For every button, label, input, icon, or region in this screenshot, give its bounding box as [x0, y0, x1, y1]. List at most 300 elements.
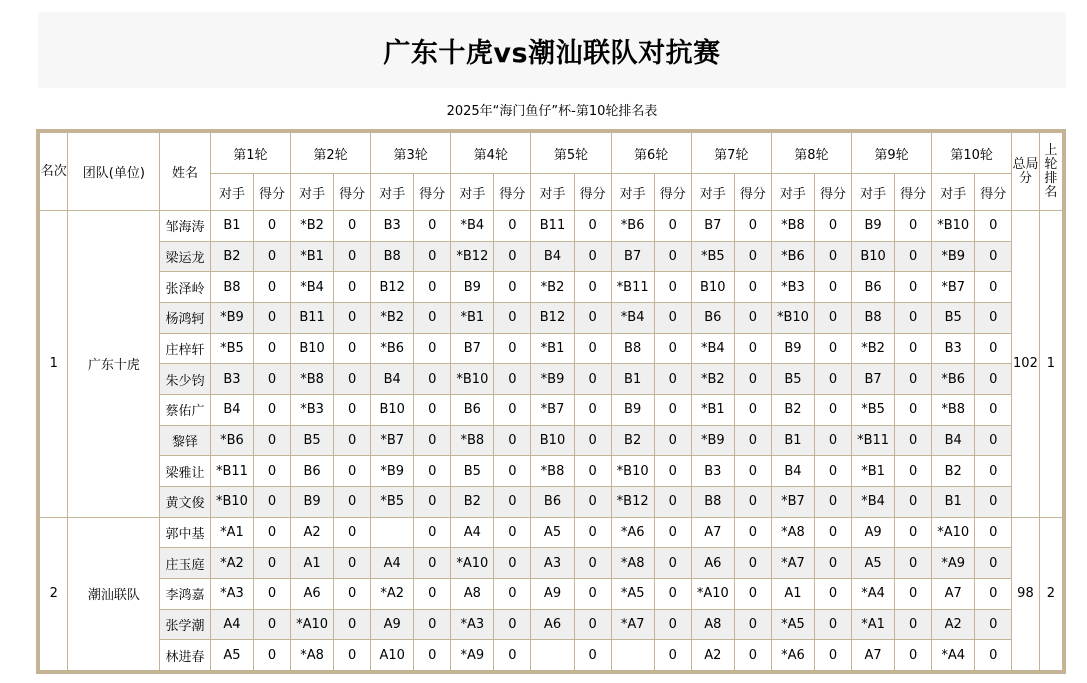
opponent-cell: A5: [210, 640, 253, 671]
score-cell: 0: [654, 486, 691, 517]
score-cell: 0: [414, 456, 451, 487]
score-cell: 0: [654, 548, 691, 579]
header-score: 得分: [494, 174, 531, 211]
header-score: 得分: [895, 174, 932, 211]
opponent-cell: *A7: [771, 548, 814, 579]
opponent-cell: B10: [290, 333, 333, 364]
header-opponent: 对手: [851, 174, 894, 211]
opponent-cell: B8: [611, 333, 654, 364]
opponent-cell: *B7: [531, 394, 574, 425]
player-name-cell: 张学潮: [160, 609, 211, 640]
page-title: 广东十虎vs潮汕联队对抗赛: [383, 38, 721, 69]
score-cell: 0: [574, 302, 611, 333]
score-cell: 0: [574, 211, 611, 242]
opponent-cell: *B5: [691, 241, 734, 272]
score-cell: 0: [975, 241, 1012, 272]
opponent-cell: A2: [932, 609, 975, 640]
score-cell: 0: [494, 609, 531, 640]
player-name-cell: 蔡佑广: [160, 394, 211, 425]
score-cell: 0: [654, 609, 691, 640]
opponent-cell: *A8: [290, 640, 333, 671]
opponent-cell: B1: [771, 425, 814, 456]
opponent-cell: *A8: [611, 548, 654, 579]
opponent-cell: B7: [691, 211, 734, 242]
score-cell: 0: [895, 302, 932, 333]
score-cell: 0: [414, 578, 451, 609]
opponent-cell: B5: [932, 302, 975, 333]
score-cell: 0: [334, 302, 371, 333]
opponent-cell: A3: [531, 548, 574, 579]
header-round: 第5轮: [531, 133, 611, 174]
opponent-cell: *B7: [771, 486, 814, 517]
table-row: [40, 609, 1063, 640]
opponent-cell: *B9: [691, 425, 734, 456]
opponent-cell: *B10: [611, 456, 654, 487]
opponent-cell: B3: [932, 333, 975, 364]
opponent-cell: B1: [932, 486, 975, 517]
score-cell: 0: [895, 333, 932, 364]
score-cell: 0: [895, 548, 932, 579]
score-cell: 0: [334, 456, 371, 487]
table-body: [40, 211, 1063, 671]
opponent-cell: B6: [290, 456, 333, 487]
opponent-cell: *A6: [611, 517, 654, 548]
score-cell: 0: [574, 578, 611, 609]
opponent-cell: B9: [451, 272, 494, 303]
opponent-cell: *B2: [531, 272, 574, 303]
opponent-cell: B10: [851, 241, 894, 272]
opponent-cell: A8: [451, 578, 494, 609]
header-score: 得分: [254, 174, 291, 211]
header-team: 团队(单位): [68, 133, 160, 211]
opponent-cell: *A1: [851, 609, 894, 640]
score-cell: 0: [334, 394, 371, 425]
opponent-cell: [371, 517, 414, 548]
header-opponent: 对手: [771, 174, 814, 211]
header-round: 第9轮: [851, 133, 931, 174]
score-cell: 0: [895, 456, 932, 487]
opponent-cell: B9: [851, 211, 894, 242]
opponent-cell: B9: [611, 394, 654, 425]
score-cell: 0: [574, 456, 611, 487]
team-total-cell: 102: [1012, 211, 1039, 518]
opponent-cell: A2: [290, 517, 333, 548]
table-row: [40, 486, 1063, 517]
opponent-cell: B5: [290, 425, 333, 456]
opponent-cell: *B9: [371, 456, 414, 487]
score-cell: 0: [734, 211, 771, 242]
score-cell: 0: [734, 456, 771, 487]
opponent-cell: *B4: [611, 302, 654, 333]
team-name-cell: 潮汕联队: [68, 517, 160, 670]
header-opponent: 对手: [611, 174, 654, 211]
opponent-cell: *B7: [932, 272, 975, 303]
opponent-cell: *B8: [290, 364, 333, 395]
header-name: 姓名: [160, 133, 211, 211]
opponent-cell: A7: [932, 578, 975, 609]
opponent-cell: *B7: [371, 425, 414, 456]
team-total-cell: 98: [1012, 517, 1039, 670]
score-cell: 0: [734, 486, 771, 517]
opponent-cell: *B11: [210, 456, 253, 487]
opponent-cell: *B3: [771, 272, 814, 303]
score-cell: 0: [494, 241, 531, 272]
score-cell: 0: [975, 333, 1012, 364]
score-cell: 0: [654, 241, 691, 272]
score-cell: 0: [654, 302, 691, 333]
score-cell: 0: [734, 425, 771, 456]
opponent-cell: *B9: [932, 241, 975, 272]
opponent-cell: *B6: [932, 364, 975, 395]
team-name-cell: 广东十虎: [68, 211, 160, 518]
opponent-cell: *B8: [531, 456, 574, 487]
score-cell: 0: [494, 333, 531, 364]
table-row: [40, 640, 1063, 671]
opponent-cell: *B9: [531, 364, 574, 395]
table-row: [40, 548, 1063, 579]
score-cell: 0: [815, 548, 852, 579]
score-cell: 0: [414, 640, 451, 671]
opponent-cell: B2: [611, 425, 654, 456]
opponent-cell: *B6: [771, 241, 814, 272]
title-banner: [38, 12, 1066, 88]
opponent-cell: *B8: [932, 394, 975, 425]
opponent-cell: B4: [771, 456, 814, 487]
score-cell: 0: [334, 272, 371, 303]
header-rank: 名次: [40, 133, 68, 211]
score-cell: 0: [414, 211, 451, 242]
header-score: 得分: [734, 174, 771, 211]
score-cell: 0: [975, 640, 1012, 671]
opponent-cell: *B8: [451, 425, 494, 456]
score-cell: 0: [975, 578, 1012, 609]
score-cell: 0: [975, 425, 1012, 456]
header-round: 第4轮: [451, 133, 531, 174]
score-cell: 0: [254, 609, 291, 640]
opponent-cell: B1: [210, 211, 253, 242]
score-cell: 0: [734, 272, 771, 303]
opponent-cell: *B2: [371, 302, 414, 333]
opponent-cell: A9: [371, 609, 414, 640]
score-cell: 0: [975, 548, 1012, 579]
opponent-cell: *A5: [611, 578, 654, 609]
score-cell: 0: [975, 517, 1012, 548]
score-cell: 0: [815, 241, 852, 272]
score-cell: 0: [254, 394, 291, 425]
score-cell: 0: [734, 241, 771, 272]
opponent-cell: B9: [771, 333, 814, 364]
score-cell: 0: [654, 211, 691, 242]
header-opponent: 对手: [210, 174, 253, 211]
score-cell: 0: [254, 272, 291, 303]
score-cell: 0: [895, 425, 932, 456]
opponent-cell: B2: [210, 241, 253, 272]
score-cell: 0: [494, 302, 531, 333]
opponent-cell: A10: [371, 640, 414, 671]
score-cell: 0: [734, 578, 771, 609]
player-name-cell: 杨鸿轲: [160, 302, 211, 333]
score-cell: 0: [895, 517, 932, 548]
score-cell: 0: [254, 517, 291, 548]
score-cell: 0: [975, 456, 1012, 487]
header-opponent: 对手: [451, 174, 494, 211]
opponent-cell: B10: [691, 272, 734, 303]
header-prev-rank: 上轮排名: [1039, 133, 1062, 211]
score-cell: 0: [815, 211, 852, 242]
score-cell: 0: [734, 609, 771, 640]
opponent-cell: A8: [691, 609, 734, 640]
ranking-table: [39, 132, 1063, 671]
score-cell: 0: [494, 456, 531, 487]
score-cell: 0: [734, 333, 771, 364]
opponent-cell: B8: [371, 241, 414, 272]
score-cell: 0: [574, 486, 611, 517]
table-row: [40, 364, 1063, 395]
opponent-cell: *B6: [210, 425, 253, 456]
score-cell: 0: [254, 456, 291, 487]
opponent-cell: B5: [771, 364, 814, 395]
team-prev-rank-cell: 1: [1039, 211, 1062, 518]
opponent-cell: B7: [851, 364, 894, 395]
opponent-cell: B2: [932, 456, 975, 487]
score-cell: 0: [494, 486, 531, 517]
score-cell: 0: [975, 272, 1012, 303]
score-cell: 0: [734, 364, 771, 395]
score-cell: 0: [654, 333, 691, 364]
score-cell: 0: [574, 241, 611, 272]
player-name-cell: 郭中基: [160, 517, 211, 548]
score-cell: 0: [254, 640, 291, 671]
score-cell: 0: [414, 272, 451, 303]
score-cell: 0: [654, 456, 691, 487]
score-cell: 0: [494, 364, 531, 395]
table-row: [40, 302, 1063, 333]
score-cell: 0: [334, 578, 371, 609]
header-round: 第1轮: [210, 133, 290, 174]
opponent-cell: A7: [691, 517, 734, 548]
table-row: [40, 425, 1063, 456]
opponent-cell: A4: [451, 517, 494, 548]
opponent-cell: A9: [531, 578, 574, 609]
opponent-cell: *B5: [371, 486, 414, 517]
score-cell: 0: [895, 272, 932, 303]
header-opponent: 对手: [531, 174, 574, 211]
opponent-cell: B6: [451, 394, 494, 425]
score-cell: 0: [654, 394, 691, 425]
opponent-cell: *A2: [371, 578, 414, 609]
header-round: 第8轮: [771, 133, 851, 174]
opponent-cell: [531, 640, 574, 671]
score-cell: 0: [815, 364, 852, 395]
player-name-cell: 梁雅让: [160, 456, 211, 487]
opponent-cell: B7: [451, 333, 494, 364]
score-cell: 0: [254, 364, 291, 395]
opponent-cell: B3: [210, 364, 253, 395]
score-cell: 0: [975, 364, 1012, 395]
score-cell: 0: [734, 640, 771, 671]
opponent-cell: *B5: [851, 394, 894, 425]
opponent-cell: B12: [371, 272, 414, 303]
score-cell: 0: [414, 609, 451, 640]
opponent-cell: B8: [851, 302, 894, 333]
ranking-table-container: [36, 129, 1066, 674]
score-cell: 0: [254, 333, 291, 364]
score-cell: 0: [654, 517, 691, 548]
player-name-cell: 邹海涛: [160, 211, 211, 242]
score-cell: 0: [895, 578, 932, 609]
header-score: 得分: [334, 174, 371, 211]
score-cell: 0: [414, 425, 451, 456]
opponent-cell: *A7: [611, 609, 654, 640]
opponent-cell: B4: [371, 364, 414, 395]
score-cell: 0: [975, 211, 1012, 242]
header-opponent: 对手: [691, 174, 734, 211]
opponent-cell: *B3: [290, 394, 333, 425]
opponent-cell: B2: [771, 394, 814, 425]
table-row: [40, 272, 1063, 303]
opponent-cell: *B12: [611, 486, 654, 517]
opponent-cell: B4: [531, 241, 574, 272]
opponent-cell: A1: [771, 578, 814, 609]
score-cell: 0: [895, 640, 932, 671]
score-cell: 0: [734, 302, 771, 333]
header-score: 得分: [815, 174, 852, 211]
score-cell: 0: [494, 578, 531, 609]
opponent-cell: *A4: [851, 578, 894, 609]
score-cell: 0: [334, 486, 371, 517]
score-cell: 0: [334, 640, 371, 671]
player-name-cell: 张泽岭: [160, 272, 211, 303]
score-cell: 0: [975, 302, 1012, 333]
opponent-cell: *B6: [371, 333, 414, 364]
score-cell: 0: [895, 394, 932, 425]
table-row: [40, 333, 1063, 364]
opponent-cell: *A9: [451, 640, 494, 671]
opponent-cell: A1: [290, 548, 333, 579]
score-cell: 0: [334, 517, 371, 548]
score-cell: 0: [815, 456, 852, 487]
score-cell: 0: [654, 272, 691, 303]
opponent-cell: *A8: [771, 517, 814, 548]
opponent-cell: A6: [290, 578, 333, 609]
score-cell: 0: [815, 578, 852, 609]
opponent-cell: *B8: [771, 211, 814, 242]
opponent-cell: *A1: [210, 517, 253, 548]
opponent-cell: *B1: [851, 456, 894, 487]
player-name-cell: 黎铎: [160, 425, 211, 456]
score-cell: 0: [254, 211, 291, 242]
opponent-cell: B10: [531, 425, 574, 456]
team-rank-cell: 2: [40, 517, 68, 670]
header-score: 得分: [654, 174, 691, 211]
score-cell: 0: [574, 364, 611, 395]
table-row: [40, 578, 1063, 609]
opponent-cell: *B5: [210, 333, 253, 364]
opponent-cell: B3: [691, 456, 734, 487]
opponent-cell: A6: [691, 548, 734, 579]
opponent-cell: *B2: [851, 333, 894, 364]
table-row: [40, 456, 1063, 487]
player-name-cell: 庄玉庭: [160, 548, 211, 579]
opponent-cell: *B10: [771, 302, 814, 333]
score-cell: 0: [414, 394, 451, 425]
opponent-cell: *A9: [932, 548, 975, 579]
score-cell: 0: [494, 211, 531, 242]
opponent-cell: A5: [851, 548, 894, 579]
header-round: 第7轮: [691, 133, 771, 174]
opponent-cell: *B1: [531, 333, 574, 364]
header-opponent: 对手: [932, 174, 975, 211]
score-cell: 0: [334, 241, 371, 272]
opponent-cell: A5: [531, 517, 574, 548]
header-score: 得分: [414, 174, 451, 211]
opponent-cell: *A3: [210, 578, 253, 609]
score-cell: 0: [574, 425, 611, 456]
score-cell: 0: [654, 364, 691, 395]
opponent-cell: A4: [210, 609, 253, 640]
score-cell: 0: [975, 394, 1012, 425]
score-cell: 0: [254, 548, 291, 579]
score-cell: 0: [574, 394, 611, 425]
score-cell: 0: [574, 609, 611, 640]
score-cell: 0: [654, 425, 691, 456]
score-cell: 0: [574, 517, 611, 548]
score-cell: 0: [494, 548, 531, 579]
score-cell: 0: [574, 272, 611, 303]
header-score: 得分: [574, 174, 611, 211]
opponent-cell: A9: [851, 517, 894, 548]
opponent-cell: B8: [210, 272, 253, 303]
opponent-cell: *A2: [210, 548, 253, 579]
opponent-cell: *B1: [451, 302, 494, 333]
table-header: [40, 133, 1063, 211]
opponent-cell: *A10: [691, 578, 734, 609]
table-row: [40, 517, 1063, 548]
page-subtitle: 2025年“海门鱼仔”杯-第10轮排名表: [446, 104, 658, 119]
opponent-cell: *B12: [451, 241, 494, 272]
opponent-cell: B4: [932, 425, 975, 456]
opponent-cell: *B11: [851, 425, 894, 456]
score-cell: 0: [254, 302, 291, 333]
opponent-cell: *B2: [691, 364, 734, 395]
score-cell: 0: [494, 425, 531, 456]
player-name-cell: 梁运龙: [160, 241, 211, 272]
score-cell: 0: [815, 517, 852, 548]
opponent-cell: A6: [531, 609, 574, 640]
opponent-cell: *B1: [691, 394, 734, 425]
score-cell: 0: [494, 272, 531, 303]
player-name-cell: 李鸿嘉: [160, 578, 211, 609]
opponent-cell: *B11: [611, 272, 654, 303]
opponent-cell: *B10: [932, 211, 975, 242]
opponent-cell: *B4: [691, 333, 734, 364]
header-total: 总局分: [1012, 133, 1039, 211]
score-cell: 0: [654, 640, 691, 671]
score-cell: 0: [815, 609, 852, 640]
score-cell: 0: [895, 364, 932, 395]
opponent-cell: *A6: [771, 640, 814, 671]
opponent-cell: *B9: [210, 302, 253, 333]
score-cell: 0: [414, 364, 451, 395]
score-cell: 0: [815, 640, 852, 671]
score-cell: 0: [815, 333, 852, 364]
score-cell: 0: [414, 548, 451, 579]
score-cell: 0: [815, 486, 852, 517]
score-cell: 0: [414, 302, 451, 333]
header-round: 第10轮: [932, 133, 1012, 174]
player-name-cell: 庄梓轩: [160, 333, 211, 364]
opponent-cell: *B10: [210, 486, 253, 517]
